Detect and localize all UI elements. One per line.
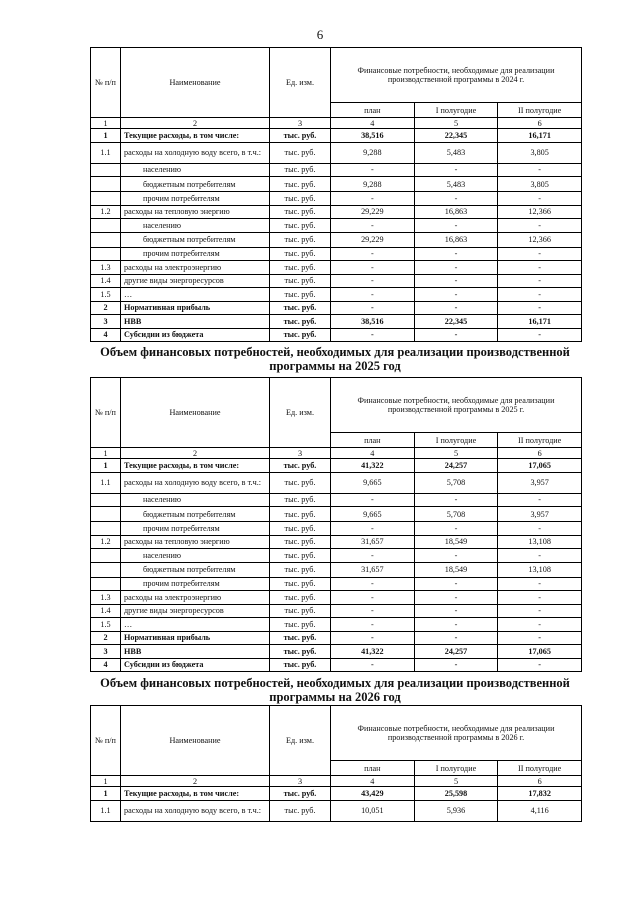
table-row bbox=[91, 205, 582, 219]
column-number: 5 bbox=[414, 118, 498, 129]
row-first-half: - bbox=[414, 604, 498, 618]
column-number: 3 bbox=[270, 118, 331, 129]
row-second-half: - bbox=[498, 577, 582, 591]
row-plan: 41,322 bbox=[331, 645, 415, 659]
row-number: 3 bbox=[91, 315, 121, 329]
table-row bbox=[91, 645, 582, 659]
row-first-half: - bbox=[414, 549, 498, 563]
row-plan: - bbox=[331, 493, 415, 507]
row-first-half: - bbox=[414, 658, 498, 672]
table-row bbox=[91, 459, 582, 473]
column-number: 2 bbox=[121, 776, 270, 787]
row-unit: тыс. руб. bbox=[270, 288, 331, 302]
row-second-half: 3,957 bbox=[498, 507, 582, 522]
row-unit: тыс. руб. bbox=[270, 129, 331, 143]
row-second-half: - bbox=[498, 549, 582, 563]
column-number: 3 bbox=[270, 448, 331, 459]
row-unit: тыс. руб. bbox=[270, 315, 331, 329]
row-first-half: 16,863 bbox=[414, 205, 498, 219]
row-number: 1.3 bbox=[91, 261, 121, 275]
row-first-half: 5,483 bbox=[414, 177, 498, 192]
row-unit: тыс. руб. bbox=[270, 535, 331, 549]
row-number bbox=[91, 177, 121, 192]
column-number: 3 bbox=[270, 776, 331, 787]
row-plan: - bbox=[331, 261, 415, 275]
column-number: 5 bbox=[414, 776, 498, 787]
header-plan: план bbox=[331, 761, 415, 776]
row-name: Нормативная прибыль bbox=[121, 301, 270, 315]
column-number: 6 bbox=[498, 776, 582, 787]
table-row bbox=[91, 591, 582, 605]
row-unit: тыс. руб. bbox=[270, 301, 331, 315]
row-first-half: - bbox=[414, 274, 498, 288]
row-name: бюджетным потребителям bbox=[121, 562, 270, 577]
row-name: прочим потребителям bbox=[121, 522, 270, 536]
row-second-half: - bbox=[498, 247, 582, 261]
header-plan: план bbox=[331, 103, 415, 118]
column-number: 2 bbox=[121, 118, 270, 129]
row-first-half: - bbox=[414, 493, 498, 507]
row-plan: - bbox=[331, 658, 415, 672]
finance-table-2025 bbox=[90, 377, 582, 672]
row-first-half: - bbox=[414, 328, 498, 342]
header-name: Наименование bbox=[121, 48, 270, 118]
row-second-half: - bbox=[498, 493, 582, 507]
row-name: бюджетным потребителям bbox=[121, 232, 270, 247]
row-first-half: 24,257 bbox=[414, 645, 498, 659]
section-title-2026: Объем финансовых потребностей, необходимых для реализации производственной программы на 2026 год bbox=[100, 676, 570, 704]
finance-table-2026 bbox=[90, 705, 582, 822]
row-second-half: 16,171 bbox=[498, 315, 582, 329]
row-first-half: - bbox=[414, 631, 498, 645]
row-second-half: 17,832 bbox=[498, 787, 582, 801]
row-name: населению bbox=[121, 219, 270, 233]
row-first-half: - bbox=[414, 247, 498, 261]
row-plan: 31,657 bbox=[331, 535, 415, 549]
row-first-half: 18,549 bbox=[414, 562, 498, 577]
table-row bbox=[91, 247, 582, 261]
row-name: прочим потребителям bbox=[121, 247, 270, 261]
row-name: Текущие расходы, в том числе: bbox=[121, 787, 270, 801]
table-row bbox=[91, 618, 582, 632]
table-row bbox=[91, 493, 582, 507]
row-first-half: 24,257 bbox=[414, 459, 498, 473]
row-name: НВВ bbox=[121, 315, 270, 329]
row-second-half: - bbox=[498, 163, 582, 177]
row-first-half: - bbox=[414, 288, 498, 302]
table-row bbox=[91, 800, 582, 821]
row-name: расходы на электроэнергию bbox=[121, 591, 270, 605]
table-row bbox=[91, 232, 582, 247]
header-unit: Ед. изм. bbox=[270, 48, 331, 118]
row-second-half: - bbox=[498, 631, 582, 645]
row-unit: тыс. руб. bbox=[270, 472, 331, 493]
row-second-half: - bbox=[498, 618, 582, 632]
row-number: 1.5 bbox=[91, 618, 121, 632]
row-number: 2 bbox=[91, 631, 121, 645]
header-first-half: I полугодие bbox=[414, 433, 498, 448]
table-row bbox=[91, 163, 582, 177]
table-header-row bbox=[91, 378, 582, 433]
row-unit: тыс. руб. bbox=[270, 800, 331, 821]
row-first-half: 18,549 bbox=[414, 535, 498, 549]
row-first-half: 22,345 bbox=[414, 315, 498, 329]
row-unit: тыс. руб. bbox=[270, 631, 331, 645]
row-number bbox=[91, 163, 121, 177]
table-row bbox=[91, 129, 582, 143]
header-plan: план bbox=[331, 433, 415, 448]
row-plan: - bbox=[331, 301, 415, 315]
row-second-half: - bbox=[498, 658, 582, 672]
column-number-row bbox=[91, 776, 582, 787]
row-plan: 38,516 bbox=[331, 315, 415, 329]
row-plan: 9,288 bbox=[331, 177, 415, 192]
row-unit: тыс. руб. bbox=[270, 645, 331, 659]
table-row bbox=[91, 535, 582, 549]
column-number-row bbox=[91, 118, 582, 129]
row-unit: тыс. руб. bbox=[270, 507, 331, 522]
table-row bbox=[91, 288, 582, 302]
row-name: Нормативная прибыль bbox=[121, 631, 270, 645]
row-plan: - bbox=[331, 274, 415, 288]
row-name: расходы на тепловую энергию bbox=[121, 535, 270, 549]
header-first-half: I полугодие bbox=[414, 761, 498, 776]
table-header-row bbox=[91, 706, 582, 761]
row-number bbox=[91, 562, 121, 577]
row-name: бюджетным потребителям bbox=[121, 507, 270, 522]
row-first-half: 5,936 bbox=[414, 800, 498, 821]
header-second-half: II полугодие bbox=[498, 433, 582, 448]
row-first-half: 22,345 bbox=[414, 129, 498, 143]
row-plan: 43,429 bbox=[331, 787, 415, 801]
row-plan: - bbox=[331, 604, 415, 618]
row-name: населению bbox=[121, 549, 270, 563]
row-plan: 31,657 bbox=[331, 562, 415, 577]
table-row bbox=[91, 219, 582, 233]
row-number bbox=[91, 577, 121, 591]
row-plan: - bbox=[331, 631, 415, 645]
header-number: № п/п bbox=[91, 378, 121, 448]
row-name: Текущие расходы, в том числе: bbox=[121, 129, 270, 143]
row-name: прочим потребителям bbox=[121, 577, 270, 591]
row-unit: тыс. руб. bbox=[270, 618, 331, 632]
row-plan: - bbox=[331, 219, 415, 233]
row-first-half: - bbox=[414, 261, 498, 275]
header-financial-needs: Финансовые потребности, необходимые для реализации производственной программы в 2024 г. bbox=[331, 48, 582, 103]
row-name: Текущие расходы, в том числе: bbox=[121, 459, 270, 473]
table-row bbox=[91, 549, 582, 563]
page-number: 6 bbox=[316, 27, 324, 42]
row-unit: тыс. руб. bbox=[270, 522, 331, 536]
row-number: 1.2 bbox=[91, 205, 121, 219]
row-number bbox=[91, 192, 121, 206]
row-second-half: - bbox=[498, 261, 582, 275]
row-name: прочим потребителям bbox=[121, 192, 270, 206]
row-number: 4 bbox=[91, 658, 121, 672]
row-plan: 29,229 bbox=[331, 205, 415, 219]
row-name: бюджетным потребителям bbox=[121, 177, 270, 192]
column-number: 4 bbox=[331, 776, 415, 787]
row-second-half: 17,065 bbox=[498, 459, 582, 473]
row-number: 3 bbox=[91, 645, 121, 659]
row-first-half: - bbox=[414, 219, 498, 233]
row-first-half: - bbox=[414, 301, 498, 315]
header-number: № п/п bbox=[91, 706, 121, 776]
row-unit: тыс. руб. bbox=[270, 787, 331, 801]
row-plan: - bbox=[331, 288, 415, 302]
row-plan: - bbox=[331, 618, 415, 632]
row-plan: - bbox=[331, 328, 415, 342]
column-number: 6 bbox=[498, 118, 582, 129]
row-name: расходы на холодную воду всего, в т.ч.: bbox=[121, 472, 270, 493]
row-name: расходы на электроэнергию bbox=[121, 261, 270, 275]
section-title-2025: Объем финансовых потребностей, необходимых для реализации производственной программы на 2025 год bbox=[100, 345, 570, 373]
row-second-half: - bbox=[498, 522, 582, 536]
row-plan: 41,322 bbox=[331, 459, 415, 473]
column-number: 4 bbox=[331, 448, 415, 459]
header-second-half: II полугодие bbox=[498, 103, 582, 118]
table-row bbox=[91, 142, 582, 163]
row-name: расходы на холодную воду всего, в т.ч.: bbox=[121, 142, 270, 163]
row-unit: тыс. руб. bbox=[270, 232, 331, 247]
row-number: 4 bbox=[91, 328, 121, 342]
column-number: 2 bbox=[121, 448, 270, 459]
row-second-half: 13,108 bbox=[498, 562, 582, 577]
row-number: 1.1 bbox=[91, 472, 121, 493]
row-second-half: - bbox=[498, 301, 582, 315]
row-unit: тыс. руб. bbox=[270, 658, 331, 672]
row-number bbox=[91, 219, 121, 233]
row-unit: тыс. руб. bbox=[270, 493, 331, 507]
row-first-half: - bbox=[414, 192, 498, 206]
row-second-half: 12,366 bbox=[498, 205, 582, 219]
row-second-half: 13,108 bbox=[498, 535, 582, 549]
row-second-half: 3,805 bbox=[498, 177, 582, 192]
row-second-half: - bbox=[498, 192, 582, 206]
row-plan: 10,051 bbox=[331, 800, 415, 821]
row-number: 1.4 bbox=[91, 604, 121, 618]
row-first-half: 5,483 bbox=[414, 142, 498, 163]
row-plan: 38,516 bbox=[331, 129, 415, 143]
row-second-half: - bbox=[498, 328, 582, 342]
row-unit: тыс. руб. bbox=[270, 163, 331, 177]
row-number: 1 bbox=[91, 129, 121, 143]
row-unit: тыс. руб. bbox=[270, 604, 331, 618]
row-plan: 29,229 bbox=[331, 232, 415, 247]
header-first-half: I полугодие bbox=[414, 103, 498, 118]
row-name: … bbox=[121, 618, 270, 632]
row-first-half: 5,708 bbox=[414, 507, 498, 522]
column-number: 4 bbox=[331, 118, 415, 129]
table-row bbox=[91, 577, 582, 591]
row-number bbox=[91, 493, 121, 507]
table-row bbox=[91, 522, 582, 536]
row-first-half: - bbox=[414, 577, 498, 591]
header-financial-needs: Финансовые потребности, необходимые для реализации производственной программы в 2025 г. bbox=[331, 378, 582, 433]
row-plan: 9,665 bbox=[331, 507, 415, 522]
row-first-half: - bbox=[414, 618, 498, 632]
row-plan: - bbox=[331, 549, 415, 563]
row-name: населению bbox=[121, 163, 270, 177]
row-number: 1.1 bbox=[91, 142, 121, 163]
column-number: 6 bbox=[498, 448, 582, 459]
row-unit: тыс. руб. bbox=[270, 192, 331, 206]
row-number: 2 bbox=[91, 301, 121, 315]
row-name: НВВ bbox=[121, 645, 270, 659]
row-name: Субсидии из бюджета bbox=[121, 658, 270, 672]
row-number bbox=[91, 522, 121, 536]
column-number: 5 bbox=[414, 448, 498, 459]
table-row bbox=[91, 472, 582, 493]
row-number: 1.1 bbox=[91, 800, 121, 821]
row-second-half: 3,805 bbox=[498, 142, 582, 163]
row-number bbox=[91, 549, 121, 563]
row-name: … bbox=[121, 288, 270, 302]
row-plan: - bbox=[331, 163, 415, 177]
row-unit: тыс. руб. bbox=[270, 577, 331, 591]
table-row bbox=[91, 301, 582, 315]
row-second-half: - bbox=[498, 288, 582, 302]
header-name: Наименование bbox=[121, 706, 270, 776]
row-unit: тыс. руб. bbox=[270, 549, 331, 563]
header-number: № п/п bbox=[91, 48, 121, 118]
row-number: 1.3 bbox=[91, 591, 121, 605]
row-unit: тыс. руб. bbox=[270, 205, 331, 219]
row-second-half: 17,065 bbox=[498, 645, 582, 659]
row-unit: тыс. руб. bbox=[270, 328, 331, 342]
row-second-half: 4,116 bbox=[498, 800, 582, 821]
row-plan: - bbox=[331, 247, 415, 261]
row-unit: тыс. руб. bbox=[270, 177, 331, 192]
table-header-row bbox=[91, 48, 582, 103]
table-row bbox=[91, 562, 582, 577]
row-first-half: 16,863 bbox=[414, 232, 498, 247]
row-second-half: - bbox=[498, 604, 582, 618]
row-number bbox=[91, 507, 121, 522]
row-name: расходы на тепловую энергию bbox=[121, 205, 270, 219]
column-number-row bbox=[91, 448, 582, 459]
row-first-half: 5,708 bbox=[414, 472, 498, 493]
row-number bbox=[91, 247, 121, 261]
row-plan: 9,665 bbox=[331, 472, 415, 493]
row-name: населению bbox=[121, 493, 270, 507]
table-row bbox=[91, 274, 582, 288]
row-second-half: 3,957 bbox=[498, 472, 582, 493]
row-unit: тыс. руб. bbox=[270, 261, 331, 275]
row-plan: - bbox=[331, 591, 415, 605]
row-first-half: - bbox=[414, 163, 498, 177]
row-second-half: 16,171 bbox=[498, 129, 582, 143]
column-number: 1 bbox=[91, 448, 121, 459]
row-first-half: - bbox=[414, 591, 498, 605]
header-name: Наименование bbox=[121, 378, 270, 448]
row-plan: - bbox=[331, 192, 415, 206]
table-row bbox=[91, 177, 582, 192]
row-name: другие виды энергоресурсов bbox=[121, 274, 270, 288]
table-row bbox=[91, 192, 582, 206]
row-number: 1.5 bbox=[91, 288, 121, 302]
table-row bbox=[91, 507, 582, 522]
row-second-half: - bbox=[498, 591, 582, 605]
row-first-half: - bbox=[414, 522, 498, 536]
header-unit: Ед. изм. bbox=[270, 706, 331, 776]
row-number: 1.2 bbox=[91, 535, 121, 549]
row-number: 1 bbox=[91, 787, 121, 801]
row-unit: тыс. руб. bbox=[270, 219, 331, 233]
table-row bbox=[91, 315, 582, 329]
column-number: 1 bbox=[91, 118, 121, 129]
row-first-half: 25,598 bbox=[414, 787, 498, 801]
header-financial-needs: Финансовые потребности, необходимые для реализации производственной программы в 2026 г. bbox=[331, 706, 582, 761]
row-second-half: - bbox=[498, 274, 582, 288]
row-plan: - bbox=[331, 577, 415, 591]
row-unit: тыс. руб. bbox=[270, 459, 331, 473]
table-row bbox=[91, 261, 582, 275]
row-unit: тыс. руб. bbox=[270, 274, 331, 288]
row-name: расходы на холодную воду всего, в т.ч.: bbox=[121, 800, 270, 821]
row-unit: тыс. руб. bbox=[270, 247, 331, 261]
table-row bbox=[91, 604, 582, 618]
row-number bbox=[91, 232, 121, 247]
row-plan: 9,288 bbox=[331, 142, 415, 163]
table-row bbox=[91, 328, 582, 342]
row-second-half: 12,366 bbox=[498, 232, 582, 247]
row-plan: - bbox=[331, 522, 415, 536]
header-unit: Ед. изм. bbox=[270, 378, 331, 448]
row-second-half: - bbox=[498, 219, 582, 233]
table-row bbox=[91, 631, 582, 645]
row-name: другие виды энергоресурсов bbox=[121, 604, 270, 618]
row-name: Субсидии из бюджета bbox=[121, 328, 270, 342]
row-unit: тыс. руб. bbox=[270, 562, 331, 577]
row-number: 1.4 bbox=[91, 274, 121, 288]
header-second-half: II полугодие bbox=[498, 761, 582, 776]
finance-table-2024 bbox=[90, 47, 582, 342]
table-row bbox=[91, 658, 582, 672]
row-unit: тыс. руб. bbox=[270, 591, 331, 605]
column-number: 1 bbox=[91, 776, 121, 787]
table-row bbox=[91, 787, 582, 801]
row-number: 1 bbox=[91, 459, 121, 473]
row-unit: тыс. руб. bbox=[270, 142, 331, 163]
